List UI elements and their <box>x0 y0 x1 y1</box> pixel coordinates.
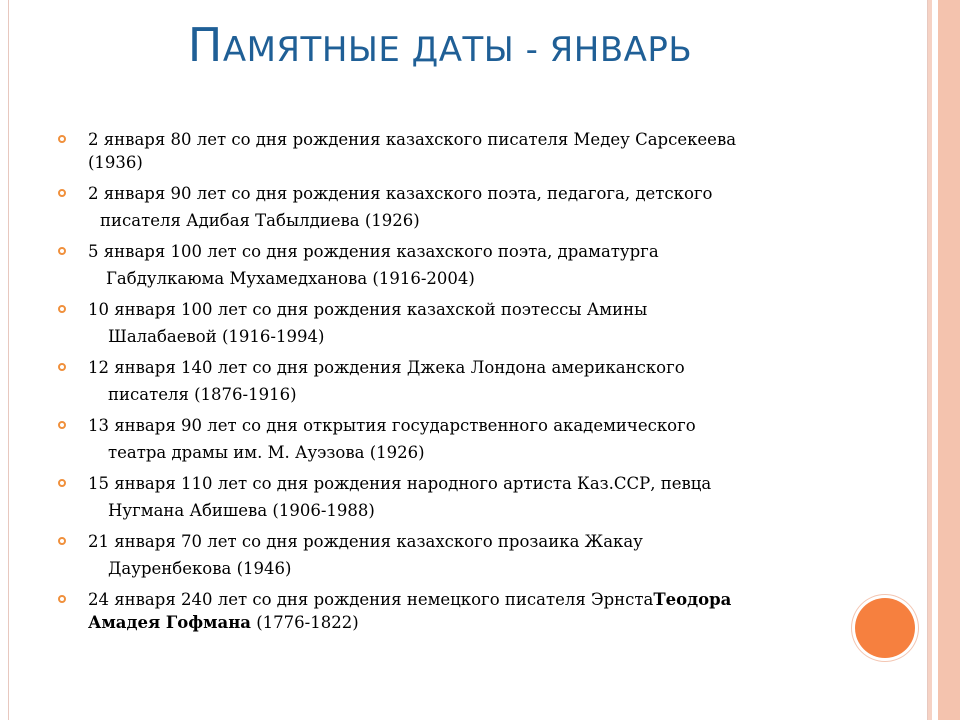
item-line: 13 января 90 лет со дня открытия государственного академического <box>88 416 696 435</box>
item-line: 2 января 90 лет со дня рождения казахского поэта, педагога, детского <box>88 184 713 203</box>
list-item <box>56 298 836 348</box>
bullet-icon <box>58 247 66 255</box>
item-line-continuation: Шалабаевой (1916-1994) <box>108 327 325 346</box>
item-line-continuation: Нугмана Абишева (1906-1988) <box>108 501 375 520</box>
item-text-bold: Амадея Гофмана <box>88 613 251 632</box>
item-line-continuation: театра драмы им. М. Ауэзова (1926) <box>108 443 425 462</box>
list-item <box>56 182 836 232</box>
bullet-icon <box>58 421 66 429</box>
item-line: 2 января 80 лет со дня рождения казахского писателя Медеу Сарсекеева <box>88 130 737 149</box>
bullet-icon <box>58 537 66 545</box>
item-line: 15 января 110 лет со дня рождения народного артиста Каз.ССР, певца <box>88 474 712 493</box>
dates-list <box>56 128 836 642</box>
item-line: 12 января 140 лет со дня рождения Джека Лондона американского <box>88 358 685 377</box>
item-text: 24 января 240 лет со дня рождения немецкого писателя Эрнста <box>88 590 654 609</box>
item-line: 5 января 100 лет со дня рождения казахского поэта, драматурга <box>88 242 659 261</box>
bullet-icon <box>58 479 66 487</box>
list-item <box>56 414 836 464</box>
decorative-circle <box>855 598 915 658</box>
item-line-continuation: Дауренбекова (1946) <box>108 559 292 578</box>
title-rest: АМЯТНЫЕ ДАТЫ - ЯНВАРЬ <box>222 30 693 70</box>
item-line: 10 января 100 лет со дня рождения казахской поэтессы Амины <box>88 300 648 319</box>
list-item <box>56 128 836 174</box>
item-text-bold: Теодора <box>653 590 732 609</box>
decorative-stripe-wide <box>938 0 960 720</box>
page-title <box>0 18 880 72</box>
list-item <box>56 472 836 522</box>
item-line-continuation <box>88 611 836 634</box>
item-line-continuation: писателя Адибая Табылдиева (1926) <box>100 211 420 230</box>
list-item <box>56 356 836 406</box>
item-line-continuation: Габдулкаюма Мухамедханова (1916-2004) <box>106 269 475 288</box>
bullet-icon <box>58 595 66 603</box>
bullet-icon <box>58 189 66 197</box>
bullet-icon <box>58 135 66 143</box>
list-item <box>56 240 836 290</box>
bullet-icon <box>58 363 66 371</box>
title-first-letter: П <box>187 18 223 72</box>
bullet-icon <box>58 305 66 313</box>
item-line-continuation: (1936) <box>88 153 143 172</box>
item-line-continuation: писателя (1876-1916) <box>108 385 297 404</box>
list-item <box>56 530 836 580</box>
list-item <box>56 588 836 634</box>
item-text: (1776-1822) <box>250 613 359 632</box>
item-line: 21 января 70 лет со дня рождения казахского прозаика Жакау <box>88 532 643 551</box>
item-line <box>88 588 836 611</box>
